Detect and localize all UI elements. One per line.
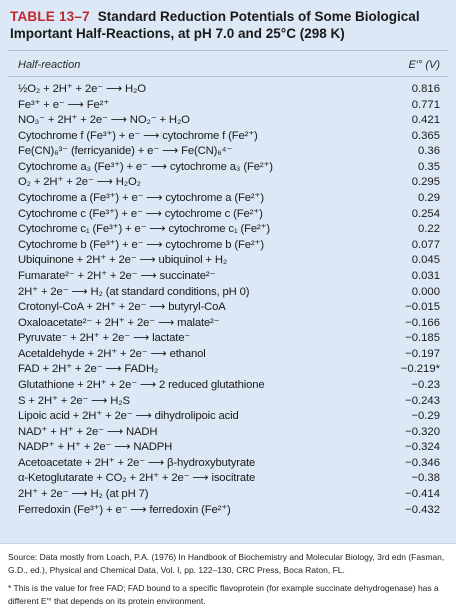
half-reaction-cell: Fumarate²⁻ + 2H⁺ + 2e⁻ ⟶ succinate²⁻: [18, 269, 216, 282]
potential-cell: −0.166: [405, 316, 440, 329]
half-reaction-cell: S + 2H⁺ + 2e⁻ ⟶ H₂S: [18, 394, 130, 407]
table-row: [18, 222, 444, 238]
half-reaction-cell: Oxaloacetate²⁻ + 2H⁺ + 2e⁻ ⟶ malate²⁻: [18, 316, 220, 329]
half-reaction-cell: Cytochrome b (Fe³⁺) + e⁻ ⟶ cytochrome b (Fe²⁺): [18, 238, 264, 251]
potential-cell: 0.36: [418, 145, 440, 158]
potential-cell: 0.29: [418, 192, 440, 205]
source-footnote: Source: Data mostly from Loach, P.A. (1976) In Handbook of Biochemistry and Molecular Biology, 3rd edn (Fasman, G.D., ed.), Physical and Chemical Data, Vol. I, pp. 122–130, CRC Press, Boca Raton, FL.: [8, 552, 445, 575]
table-row: [18, 269, 444, 285]
half-reaction-cell: Ubiquinone + 2H⁺ + 2e⁻ ⟶ ubiquinol + H₂: [18, 254, 228, 267]
potential-cell: −0.432: [405, 503, 440, 516]
half-reaction-cell: Cytochrome a₃ (Fe³⁺) + e⁻ ⟶ cytochrome a₃ (Fe²⁺): [18, 160, 273, 173]
half-reaction-cell: Acetaldehyde + 2H⁺ + 2e⁻ ⟶ ethanol: [18, 347, 206, 360]
potential-cell: −0.29: [411, 410, 440, 423]
half-reaction-cell: Cytochrome c (Fe³⁺) + e⁻ ⟶ cytochrome c (Fe²⁺): [18, 207, 263, 220]
table-row: [18, 471, 444, 487]
table-row: [18, 113, 444, 129]
half-reaction-cell: O₂ + 2H⁺ + 2e⁻ ⟶ H₂O₂: [18, 176, 141, 189]
half-reaction-cell: NAD⁺ + H⁺ + 2e⁻ ⟶ NADH: [18, 425, 158, 438]
table-title: Standard Reduction Potentials of Some Biological Important Half-Reactions, at pH 7.0 and 25°C (298 K): [10, 9, 420, 41]
potential-cell: 0.22: [418, 223, 440, 236]
half-reaction-cell: Ferredoxin (Fe³⁺) + e⁻ ⟶ ferredoxin (Fe²⁺): [18, 503, 231, 516]
half-reaction-cell: Cytochrome f (Fe³⁺) + e⁻ ⟶ cytochrome f (Fe²⁺): [18, 129, 258, 142]
half-reaction-cell: Acetoacetate + 2H⁺ + 2e⁻ ⟶ β-hydroxybutyrate: [18, 456, 256, 469]
table-row: [18, 300, 444, 316]
table-row: [18, 98, 444, 114]
half-reaction-cell: Lipoic acid + 2H⁺ + 2e⁻ ⟶ dihydrolipoic acid: [18, 410, 239, 423]
table-row: [18, 191, 444, 207]
potential-cell: 0.000: [411, 285, 440, 298]
potential-cell: −0.320: [405, 425, 440, 438]
table-number: TABLE 13–7: [10, 9, 90, 24]
table-row: [18, 207, 444, 223]
table-row: [18, 362, 444, 378]
potential-cell: 0.365: [411, 129, 440, 142]
table-row: [18, 456, 444, 472]
half-reaction-cell: ½O₂ + 2H⁺ + 2e⁻ ⟶ H₂O: [18, 83, 146, 95]
flavoprotein-footnote: * This is the value for free FAD; FAD bound to a specific flavoprotein (for example succinate dehydrogenase) has a different E′° that depends on its protein environment.: [8, 583, 439, 606]
potential-cell: −0.324: [405, 441, 440, 454]
potential-cell: 0.771: [411, 98, 440, 111]
table-row: [18, 487, 444, 503]
half-reaction-cell: Glutathione + 2H⁺ + 2e⁻ ⟶ 2 reduced glutathione: [18, 378, 265, 391]
table-row: [18, 285, 444, 301]
half-reaction-cell: 2H⁺ + 2e⁻ ⟶ H₂ (at standard conditions, pH 0): [18, 285, 250, 298]
potential-cell: −0.243: [405, 394, 440, 407]
table-body: [18, 82, 444, 518]
potential-cell: 0.421: [411, 114, 440, 127]
table-row: [18, 129, 444, 145]
table-row: [18, 160, 444, 176]
half-reaction-cell: FAD + 2H⁺ + 2e⁻ ⟶ FADH₂: [18, 363, 159, 376]
potential-cell: −0.185: [405, 332, 440, 345]
half-reaction-cell: NADP⁺ + H⁺ + 2e⁻ ⟶ NADPH: [18, 441, 173, 454]
potential-cell: 0.031: [411, 269, 440, 282]
table-row: [18, 331, 444, 347]
column-header-potential: E′° (V): [408, 59, 440, 71]
half-reaction-cell: Cytochrome a (Fe³⁺) + e⁻ ⟶ cytochrome a (Fe²⁺): [18, 192, 264, 205]
potential-cell: −0.015: [405, 301, 440, 314]
table-row: [18, 425, 444, 441]
half-reaction-cell: α-Ketoglutarate + CO₂ + 2H⁺ + 2e⁻ ⟶ isocitrate: [18, 472, 256, 485]
half-reaction-cell: Cytochrome c₁ (Fe³⁺) + e⁻ ⟶ cytochrome c₁ (Fe²⁺): [18, 223, 271, 236]
potential-cell: 0.045: [411, 254, 440, 267]
potential-cell: −0.38: [411, 472, 440, 485]
table-row: [18, 82, 444, 98]
half-reaction-cell: Pyruvate⁻ + 2H⁺ + 2e⁻ ⟶ lactate⁻: [18, 332, 191, 345]
table-row: [18, 394, 444, 410]
table-row: [18, 347, 444, 363]
potential-cell: −0.219*: [400, 363, 440, 376]
potential-cell: −0.23: [411, 378, 440, 391]
half-reaction-cell: Fe³⁺ + e⁻ ⟶ Fe²⁺: [18, 98, 110, 111]
header-rule-bottom: [8, 76, 448, 77]
potential-cell: 0.35: [418, 160, 440, 173]
half-reaction-cell: NO₃⁻ + 2H⁺ + 2e⁻ ⟶ NO₂⁻ + H₂O: [18, 114, 190, 127]
half-reaction-cell: 2H⁺ + 2e⁻ ⟶ H₂ (at pH 7): [18, 488, 149, 501]
potential-cell: −0.197: [405, 347, 440, 360]
table-row: [18, 144, 444, 160]
potential-cell: 0.816: [411, 83, 440, 95]
table-row: [18, 409, 444, 425]
table-row: [18, 253, 444, 269]
half-reaction-cell: Crotonyl-CoA + 2H⁺ + 2e⁻ ⟶ butyryl-CoA: [18, 301, 226, 314]
table-row: [18, 238, 444, 254]
table-header: [8, 56, 448, 74]
potential-cell: −0.346: [405, 456, 440, 469]
potential-cell: −0.414: [405, 488, 440, 501]
header-rule-top: [8, 50, 448, 51]
table-row: [18, 378, 444, 394]
potential-cell: 0.254: [411, 207, 440, 220]
potential-cell: 0.295: [411, 176, 440, 189]
half-reaction-cell: Fe(CN)₆³⁻ (ferricyanide) + e⁻ ⟶ Fe(CN)₆⁴⁻: [18, 145, 233, 158]
table-row: [18, 316, 444, 332]
table-row: [18, 503, 444, 519]
table-title-block: [10, 8, 450, 42]
table-row: [18, 175, 444, 191]
column-header-reaction: Half-reaction: [18, 59, 81, 71]
table-row: [18, 440, 444, 456]
potential-cell: 0.077: [411, 238, 440, 251]
